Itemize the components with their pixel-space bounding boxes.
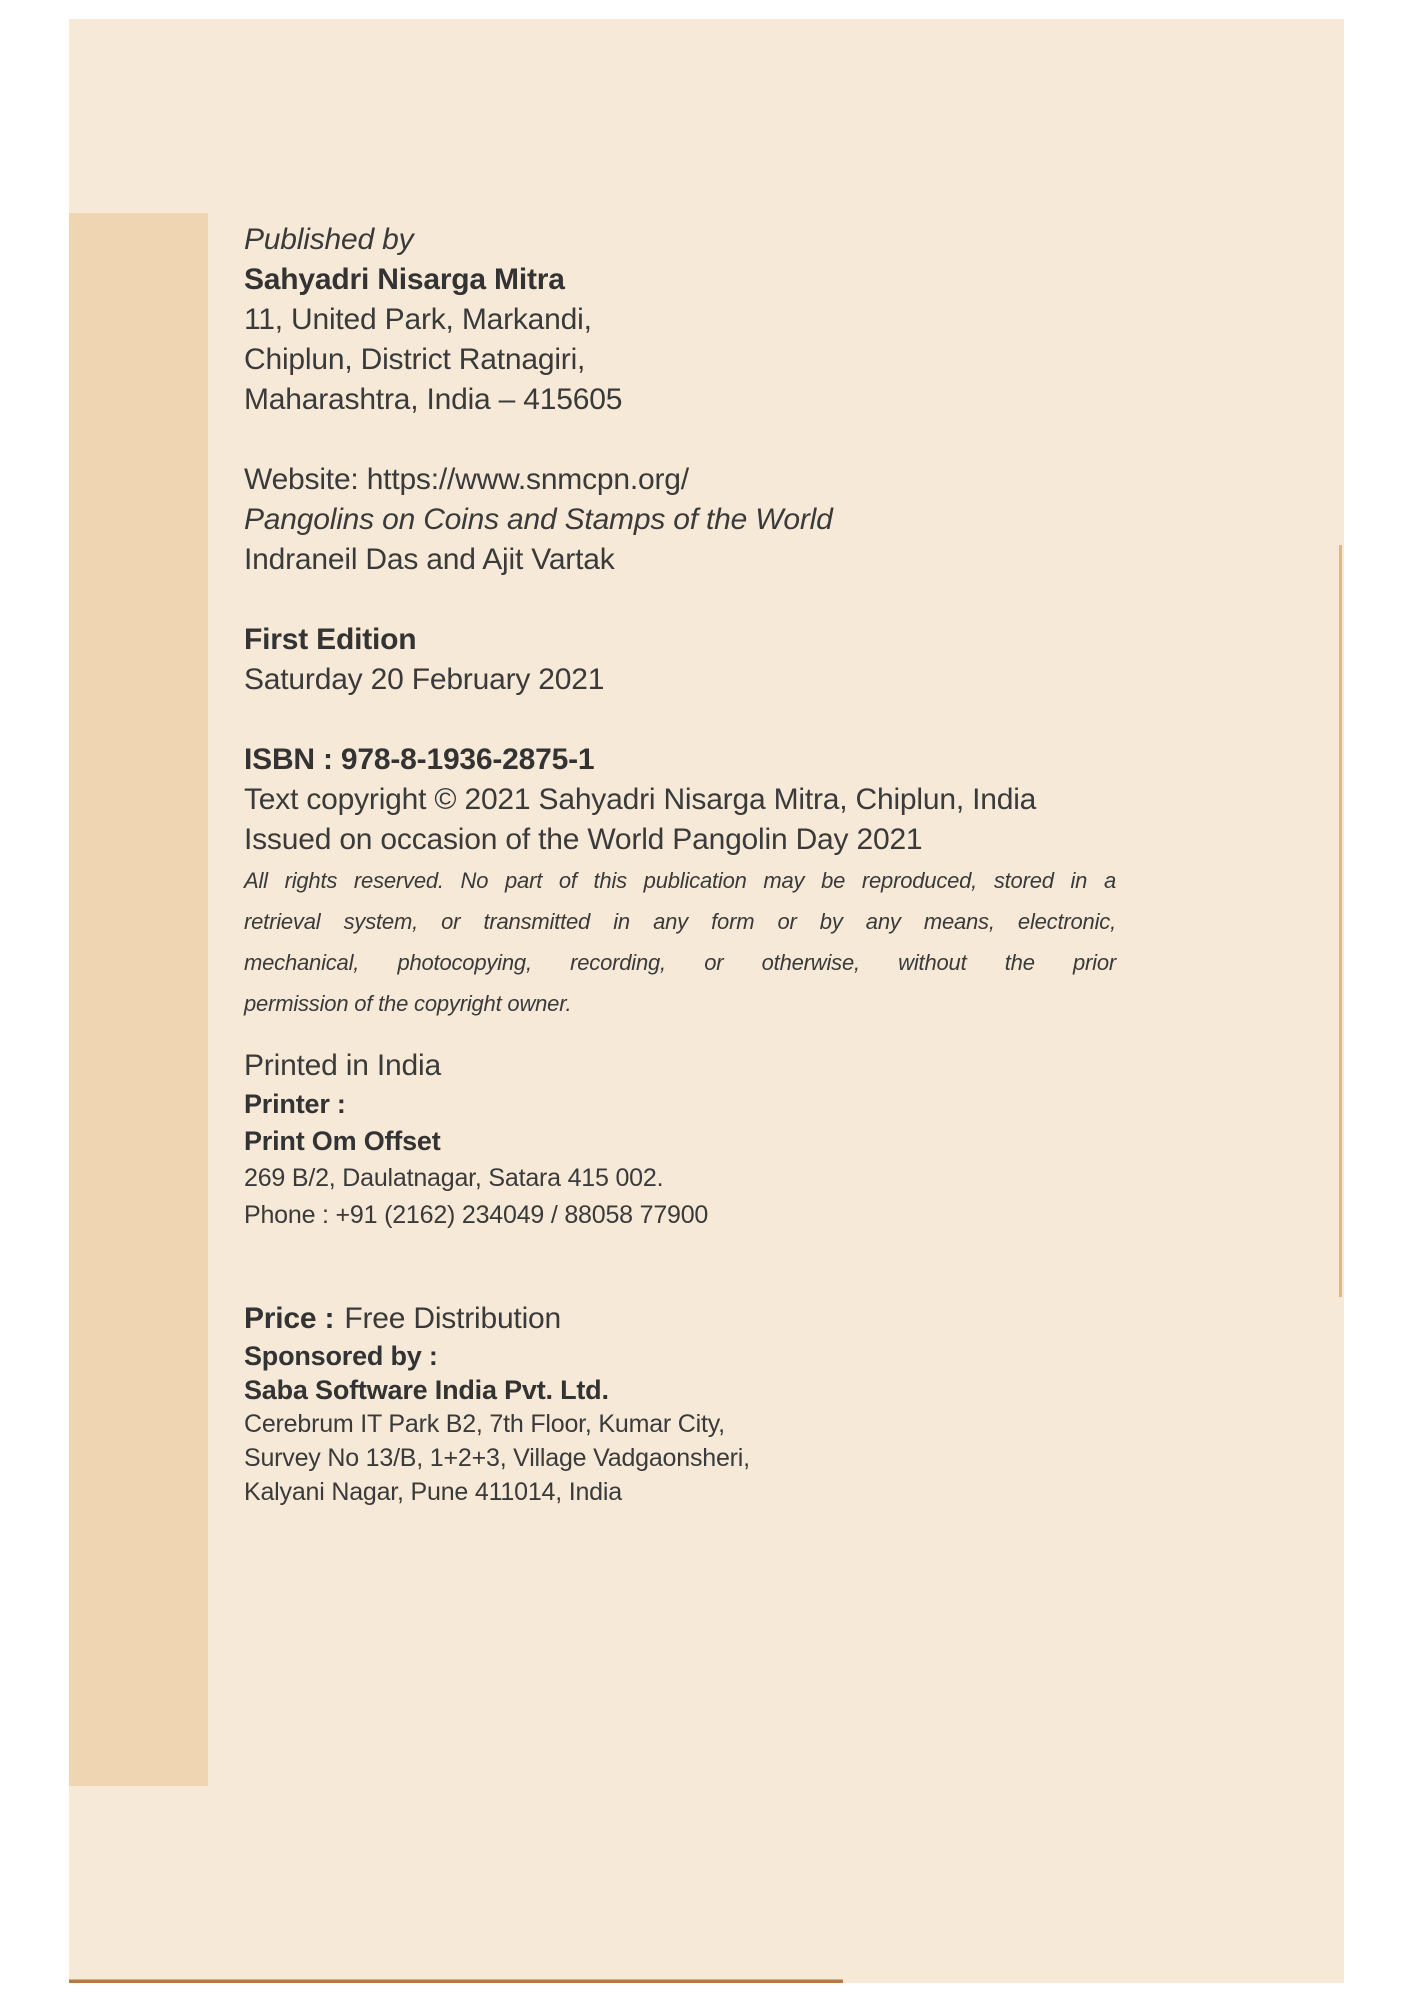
price-line [244,1299,1124,1339]
sponsor-address-line: Survey No 13/B, 1+2+3, Village Vadgaonsheri, [244,1444,750,1472]
sponsor-address-line: Kalyani Nagar, Pune 411014, India [244,1478,622,1506]
decorative-side-stripe [69,213,208,1786]
publisher-address-line: 11, United Park, Markandi, [244,303,592,336]
rights-line: All rights reserved. No part of this publication may be reproduced, stored in a [244,868,1116,893]
bottom-rule [69,1979,843,1983]
edition-date: Saturday 20 February 2021 [244,663,605,696]
printer-label: Printer : [244,1089,346,1119]
sponsor-address-line: Cerebrum IT Park B2, 7th Floor, Kumar City, [244,1410,725,1438]
book-colophon-page [69,19,1344,1983]
book-title: Pangolins on Coins and Stamps of the World [244,503,833,536]
edition-block [244,620,1124,700]
printer-block [244,1086,1124,1234]
publisher-name: Sahyadri Nisarga Mitra [244,263,565,296]
price-label: Price : [244,1302,335,1335]
book-authors: Indraneil Das and Ajit Vartak [244,543,615,576]
sponsor-name: Saba Software India Pvt. Ltd. [244,1375,609,1405]
printer-address-line: 269 B/2, Daulatnagar, Satara 415 002. [244,1164,664,1192]
copyright-line: Text copyright © 2021 Sahyadri Nisarga Mitra, Chiplun, India [244,783,1037,816]
price-value: Free Distribution [344,1302,562,1335]
printed-in-line: Printed in India [244,1049,441,1082]
rights-line: retrieval system, or transmitted in any form or by any means, electronic, [244,909,1116,934]
page-edge-shadow-line [1339,545,1342,1297]
website-line: Website: https://www.snmcpn.org/ [244,463,689,496]
rights-paragraph [244,860,1116,1024]
rights-line: mechanical, photocopying, recording, or otherwise, without the prior [244,950,1116,975]
book-title-block [244,500,1124,580]
published-by-label: Published by [244,223,414,256]
rights-line: permission of the copyright owner. [244,991,572,1016]
printer-phone-line: Phone : +91 (2162) 234049 / 88058 77900 [244,1201,709,1229]
sponsor-label: Sponsored by : [244,1341,438,1371]
edition-label: First Edition [244,623,417,656]
printer-name: Print Om Offset [244,1126,441,1156]
occasion-line: Issued on occasion of the World Pangolin Day 2021 [244,823,923,856]
colophon-content [244,220,1124,1509]
isbn-line: ISBN : 978-8-1936-2875-1 [244,743,595,776]
publisher-address-line: Chiplun, District Ratnagiri, [244,343,586,376]
publisher-address-line: Maharashtra, India – 415605 [244,383,623,416]
publisher-block [244,260,1124,420]
sponsor-block [244,1339,1124,1509]
